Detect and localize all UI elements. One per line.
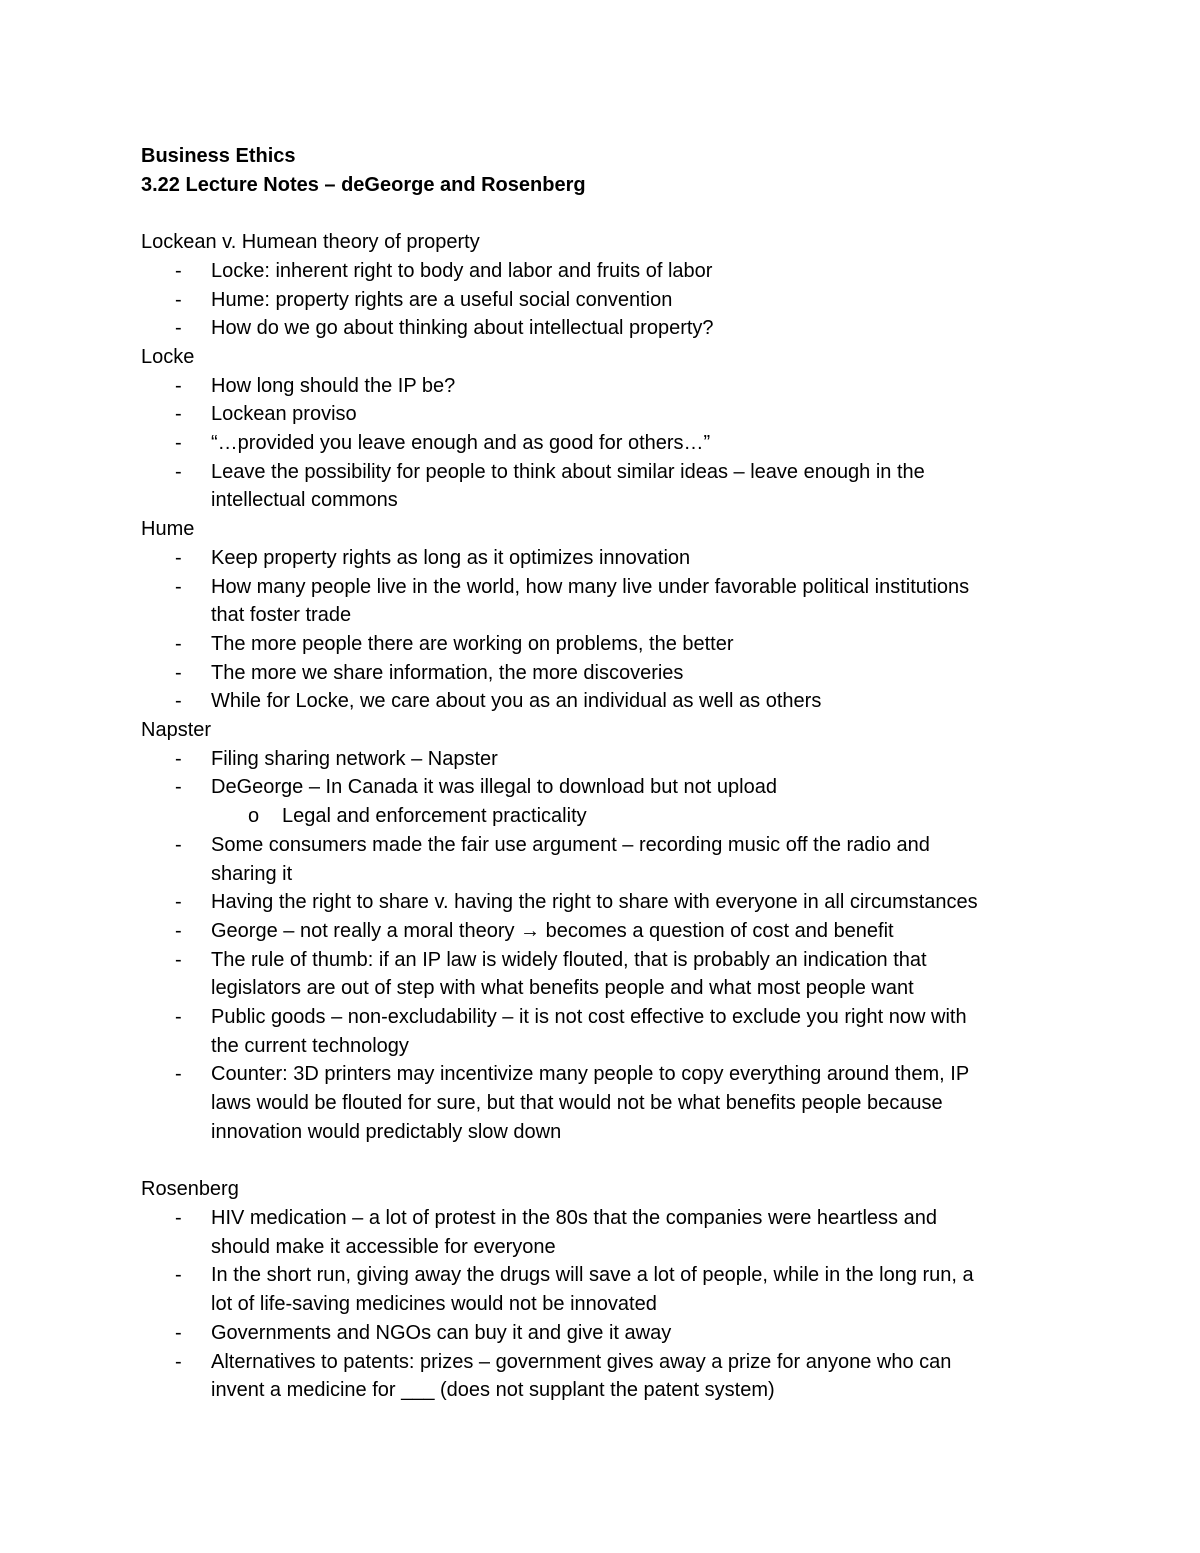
dash-marker: - (175, 776, 182, 799)
bullet-list (141, 257, 1061, 343)
list-item: - Hume: property rights are a useful social convention (141, 286, 1061, 315)
bullet-list (141, 544, 1061, 716)
section-heading: Hume (141, 518, 195, 541)
list-item: - The rule of thumb: if an IP law is widely flouted, that is probably an indication that legislators are out of step with what benefits people and what most people want (141, 946, 1061, 1003)
dash-marker: - (175, 919, 182, 942)
bullet-list (141, 745, 1061, 802)
section-heading: Rosenberg (141, 1178, 239, 1201)
list-item: - “…provided you leave enough and as good for others…” (141, 429, 1061, 458)
list-item: - Some consumers made the fair use argument – recording music off the radio and sharing it (141, 831, 1061, 888)
section-napster (141, 716, 1061, 1147)
course-title: Business Ethics (141, 145, 296, 167)
section-heading: Locke (141, 345, 195, 368)
dash-marker: - (175, 403, 182, 426)
dash-marker: - (175, 1206, 182, 1229)
dash-marker: - (175, 432, 182, 455)
list-item: - Filing sharing network – Napster (141, 745, 1061, 774)
dash-marker: - (175, 747, 182, 770)
list-item: - HIV medication – a lot of protest in the 80s that the companies were heartless and should make it accessible for everyone (141, 1204, 1061, 1261)
list-item: - Leave the possibility for people to think about similar ideas – leave enough in the intellectual commons (141, 458, 1061, 515)
list-item: - Governments and NGOs can buy it and give it away (141, 1319, 1061, 1348)
list-item: - How long should the IP be? (141, 372, 1061, 401)
dash-marker: - (175, 288, 182, 311)
dash-marker: - (175, 1350, 182, 1373)
list-item: - While for Locke, we care about you as an individual as well as others (141, 687, 1061, 716)
spacer (141, 199, 1061, 228)
document-page (141, 142, 1061, 1405)
list-item: - Counter: 3D printers may incentivize many people to copy everything around them, IP laws would be flouted for sure, but that would not be what benefits people because innovation would predictably slow down (141, 1060, 1061, 1146)
bullet-list (141, 1204, 1061, 1405)
section-rosenberg (141, 1175, 1061, 1405)
bullet-list (141, 372, 1061, 516)
dash-marker: - (175, 1006, 182, 1029)
list-item: - Lockean proviso (141, 400, 1061, 429)
list-item: - Public goods – non-excludability – it is not cost effective to exclude you right now with the current technology (141, 1003, 1061, 1060)
section-property-theories (141, 228, 1061, 343)
right-arrow-icon: → (520, 919, 541, 942)
dash-marker: - (175, 546, 182, 569)
section-heading: Lockean v. Humean theory of property (141, 231, 480, 254)
list-item: - How do we go about thinking about intellectual property? (141, 314, 1061, 343)
dash-marker: - (175, 374, 182, 397)
list-item: - Locke: inherent right to body and labor and fruits of labor (141, 257, 1061, 286)
spacer (141, 1147, 1061, 1176)
section-hume (141, 515, 1061, 716)
list-item: - In the short run, giving away the drugs will save a lot of people, while in the long run, a lot of life-saving medicines would not be innovated (141, 1261, 1061, 1318)
lecture-title: 3.22 Lecture Notes – deGeorge and Rosenberg (141, 173, 586, 196)
sub-bullet-list (141, 802, 1061, 831)
section-heading: Napster (141, 719, 212, 742)
list-item: - DeGeorge – In Canada it was illegal to download but not upload (141, 773, 1061, 802)
dash-marker: - (175, 632, 182, 655)
circle-marker: o (248, 805, 260, 828)
dash-marker: - (175, 317, 182, 340)
dash-marker: - (175, 948, 182, 971)
dash-marker: - (175, 891, 182, 914)
list-item: - Alternatives to patents: prizes – government gives away a prize for anyone who can invent a medicine for ___ (does not supplant the patent system) (141, 1348, 1061, 1405)
dash-marker: - (175, 460, 182, 483)
dash-marker: - (175, 833, 182, 856)
list-item: - Keep property rights as long as it optimizes innovation (141, 544, 1061, 573)
dash-marker: - (175, 690, 182, 713)
section-locke (141, 343, 1061, 515)
dash-marker: - (175, 1264, 182, 1287)
list-item: - George – not really a moral theory → becomes a question of cost and benefit (141, 917, 1061, 946)
list-item: - How many people live in the world, how many live under favorable political institutions that foster trade (141, 573, 1061, 630)
bullet-list (141, 831, 1061, 1147)
dash-marker: - (175, 1063, 182, 1086)
dash-marker: - (175, 1321, 182, 1344)
dash-marker: - (175, 575, 182, 598)
dash-marker: - (175, 259, 182, 282)
list-item: - The more people there are working on problems, the better (141, 630, 1061, 659)
sub-list-item: o Legal and enforcement practicality (141, 802, 1061, 831)
list-item: - The more we share information, the more discoveries (141, 659, 1061, 688)
list-item: - Having the right to share v. having the right to share with everyone in all circumstances (141, 888, 1061, 917)
dash-marker: - (175, 661, 182, 684)
